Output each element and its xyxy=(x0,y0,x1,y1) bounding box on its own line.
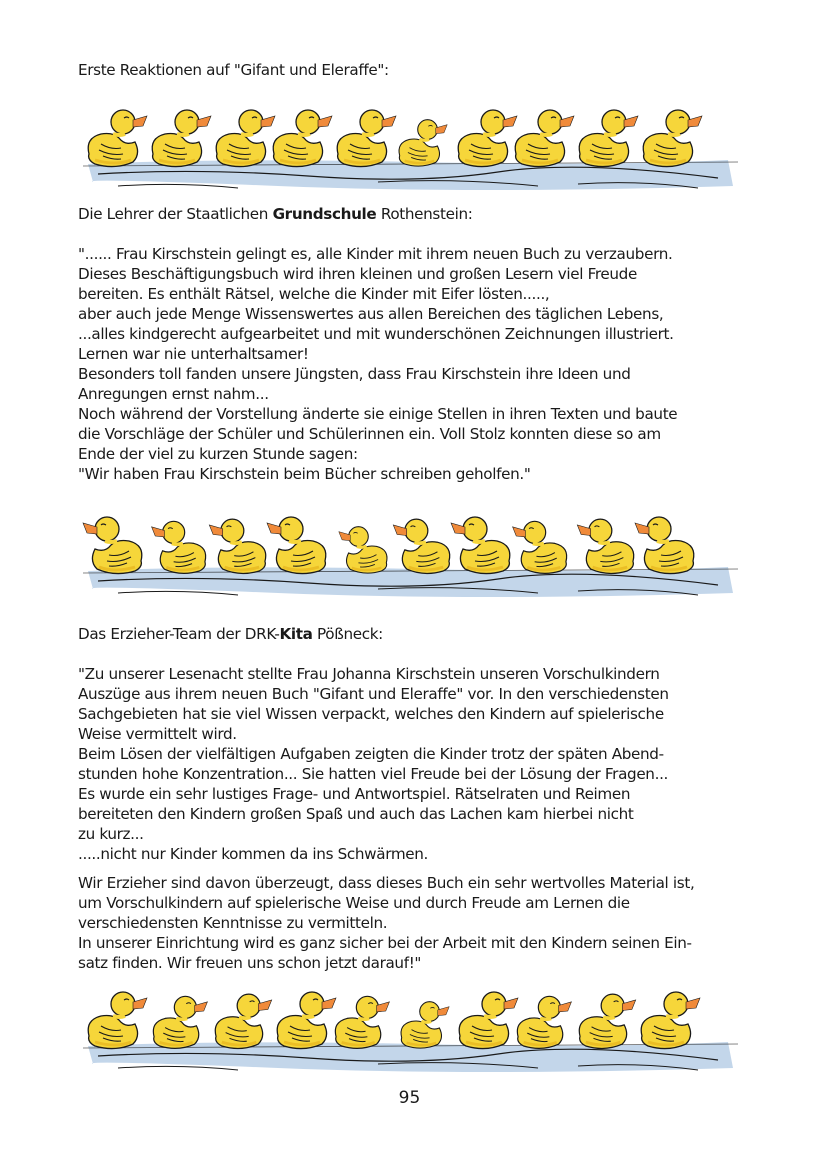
text-line: zu kurz... xyxy=(78,825,144,843)
duck xyxy=(579,994,635,1048)
duck-head xyxy=(349,527,369,547)
duck xyxy=(209,519,265,573)
duck-head xyxy=(111,110,135,134)
page-title: Erste Reaktionen auf "Gifant und Eleraffe": xyxy=(78,61,389,79)
duck-beak xyxy=(560,116,574,127)
duck-beak xyxy=(133,116,147,127)
section2-heading-pre: Das Erzieher-Team der DRK- xyxy=(78,625,280,643)
duck xyxy=(88,992,147,1049)
section1-heading-post: Rothenstein: xyxy=(376,205,473,223)
duck-beak xyxy=(451,523,465,534)
text-line: Noch während der Vorstellung änderte sie einige Stellen in ihren Texten und baute xyxy=(78,405,678,423)
duck xyxy=(451,517,510,574)
duck xyxy=(393,519,449,573)
duck-beak xyxy=(83,523,97,534)
text-line: Sachgebieten hat sie viel Wissen verpackt, welches den Kindern auf spielerische xyxy=(78,705,664,723)
duck-beak xyxy=(686,998,700,1009)
duck-beak xyxy=(152,527,165,537)
text-line: Auszüge aus ihrem neuen Buch "Gifant und Eleraffe" vor. In den verschiedensten xyxy=(78,685,669,703)
duck-head xyxy=(664,992,688,1016)
duck-head xyxy=(418,120,438,140)
duck xyxy=(273,110,332,167)
duck-head xyxy=(463,517,487,541)
duck-illustration-bottom xyxy=(78,988,758,1080)
duck xyxy=(277,992,336,1049)
duck-head xyxy=(175,110,199,134)
section2-heading-post: Pößneck: xyxy=(312,625,383,643)
duck-head xyxy=(666,110,690,134)
duck-beak xyxy=(267,523,281,534)
duck xyxy=(215,994,271,1048)
duck xyxy=(335,996,389,1048)
duck-beak xyxy=(322,998,336,1009)
duck-beak xyxy=(436,125,447,134)
duck xyxy=(513,521,567,573)
duck xyxy=(577,519,633,573)
duck-beak xyxy=(503,116,517,127)
text-line: bereiten. Es enthält Rätsel, welche die Kinder mit Eifer lösten....., xyxy=(78,285,550,303)
duck-beak xyxy=(133,998,147,1009)
text-line: Besonders toll fanden unsere Jüngsten, dass Frau Kirschstein ihre Ideen und xyxy=(78,365,631,383)
duck-illustration-middle xyxy=(78,505,758,605)
duck-beak xyxy=(688,116,702,127)
duck-beak xyxy=(318,116,332,127)
duck xyxy=(635,517,694,574)
duck-illustration-top xyxy=(78,100,758,198)
duck-beak xyxy=(209,525,222,536)
duck-head xyxy=(356,996,378,1018)
text-line: .....nicht nur Kinder kommen da ins Schwärmen. xyxy=(78,845,429,863)
text-line: die Vorschläge der Schüler und Schülerinnen ein. Voll Stolz konnten diese so am xyxy=(78,425,661,443)
text-line: um Vorschulkindern auf spielerische Weise und durch Freude am Lernen die xyxy=(78,894,630,912)
duck-head xyxy=(296,110,320,134)
section1-heading-bold: Grundschule xyxy=(272,205,377,223)
duck xyxy=(267,517,326,574)
duck-beak xyxy=(261,116,275,127)
duck-head xyxy=(300,992,324,1016)
text-line: "Wir haben Frau Kirschstein beim Bücher schreiben geholfen." xyxy=(78,465,531,483)
duck-head xyxy=(239,110,263,134)
duck xyxy=(153,996,207,1048)
duck-beak xyxy=(559,1002,572,1012)
duck-beak xyxy=(504,998,518,1009)
duck-head xyxy=(589,519,612,542)
text-line: Wir Erzieher sind davon überzeugt, dass dieses Buch ein sehr wertvolles Material ist, xyxy=(78,874,695,892)
section1-heading xyxy=(78,204,473,224)
duck-head xyxy=(538,110,562,134)
text-line: bereiteten den Kindern großen Spaß und auch das Lachen kam hierbei nicht xyxy=(78,805,634,823)
duck xyxy=(83,517,142,574)
text-line: Ende der viel zu kurzen Stunde sagen: xyxy=(78,445,358,463)
duck-head xyxy=(481,110,505,134)
section1-heading-pre: Die Lehrer der Staatlichen xyxy=(78,205,273,223)
text-line: "Zu unserer Lesenacht stellte Frau Johanna Kirschstein unseren Vorschulkindern xyxy=(78,665,660,683)
duck-beak xyxy=(622,1000,635,1011)
duck-head xyxy=(482,992,506,1016)
duck xyxy=(216,110,275,167)
text-line: ...alles kindgerecht aufgearbeitet und mit wunderschönen Zeichnungen illustriert. xyxy=(78,325,674,343)
duck-head xyxy=(221,519,244,542)
section2-heading-bold: Kita xyxy=(279,625,313,643)
text-line: stunden hohe Konzentration... Sie hatten viel Freude bei der Lösung der Fragen... xyxy=(78,765,669,783)
duck xyxy=(641,992,700,1049)
duck-head xyxy=(95,517,119,541)
duck-beak xyxy=(635,523,649,534)
duck-beak xyxy=(393,525,406,536)
duck-head xyxy=(405,519,428,542)
duck-head xyxy=(163,521,185,543)
duck-head xyxy=(420,1002,440,1022)
text-line: aber auch jede Menge Wissenswertes aus allen Bereichen des täglichen Lebens, xyxy=(78,305,664,323)
duck xyxy=(339,527,387,573)
duck xyxy=(515,110,574,167)
duck-beak xyxy=(339,532,350,541)
duck-head xyxy=(601,994,624,1017)
duck-head xyxy=(647,517,671,541)
text-line: In unserer Einrichtung wird es ganz sicher bei der Arbeit mit den Kindern seinen Ein- xyxy=(78,934,692,952)
duck-head xyxy=(524,521,546,543)
duck xyxy=(399,120,447,166)
duck xyxy=(579,110,638,167)
duck xyxy=(152,521,206,573)
duck-beak xyxy=(624,116,638,127)
duck xyxy=(517,996,571,1048)
duck-head xyxy=(360,110,384,134)
duck xyxy=(643,110,702,167)
duck xyxy=(401,1002,449,1048)
text-line: Weise vermittelt wird. xyxy=(78,725,237,743)
duck xyxy=(152,110,211,167)
duck-beak xyxy=(382,116,396,127)
text-line: "...... Frau Kirschstein gelingt es, alle Kinder mit ihrem neuen Buch zu verzaubern. xyxy=(78,245,673,263)
duck-head xyxy=(602,110,626,134)
text-line: Lernen war nie unterhaltsamer! xyxy=(78,345,309,363)
duck xyxy=(337,110,396,167)
duck-head xyxy=(111,992,135,1016)
duck xyxy=(458,110,517,167)
text-line: verschiedensten Kenntnisse zu vermitteln. xyxy=(78,914,388,932)
duck-beak xyxy=(197,116,211,127)
section2-heading xyxy=(78,624,383,644)
duck-beak xyxy=(258,1000,271,1011)
duck-head xyxy=(279,517,303,541)
page-number: 95 xyxy=(398,1088,421,1108)
duck-beak xyxy=(577,525,590,536)
text-line: Beim Lösen der vielfältigen Aufgaben zeigten die Kinder trotz der späten Abend- xyxy=(78,745,664,763)
duck xyxy=(88,110,147,167)
duck-head xyxy=(538,996,560,1018)
text-line: Es wurde ein sehr lustiges Frage- und Antwortspiel. Rätselraten und Reimen xyxy=(78,785,631,803)
duck-beak xyxy=(195,1002,208,1012)
text-line: Anregungen ernst nahm... xyxy=(78,385,269,403)
text-line: satz finden. Wir freuen uns schon jetzt darauf!" xyxy=(78,954,422,972)
duck-head xyxy=(237,994,260,1017)
duck-beak xyxy=(513,527,526,537)
text-line: Dieses Beschäftigungsbuch wird ihren kleinen und großen Lesern viel Freude xyxy=(78,265,637,283)
duck-beak xyxy=(377,1002,390,1012)
duck xyxy=(459,992,518,1049)
duck-head xyxy=(174,996,196,1018)
duck-beak xyxy=(438,1007,449,1016)
